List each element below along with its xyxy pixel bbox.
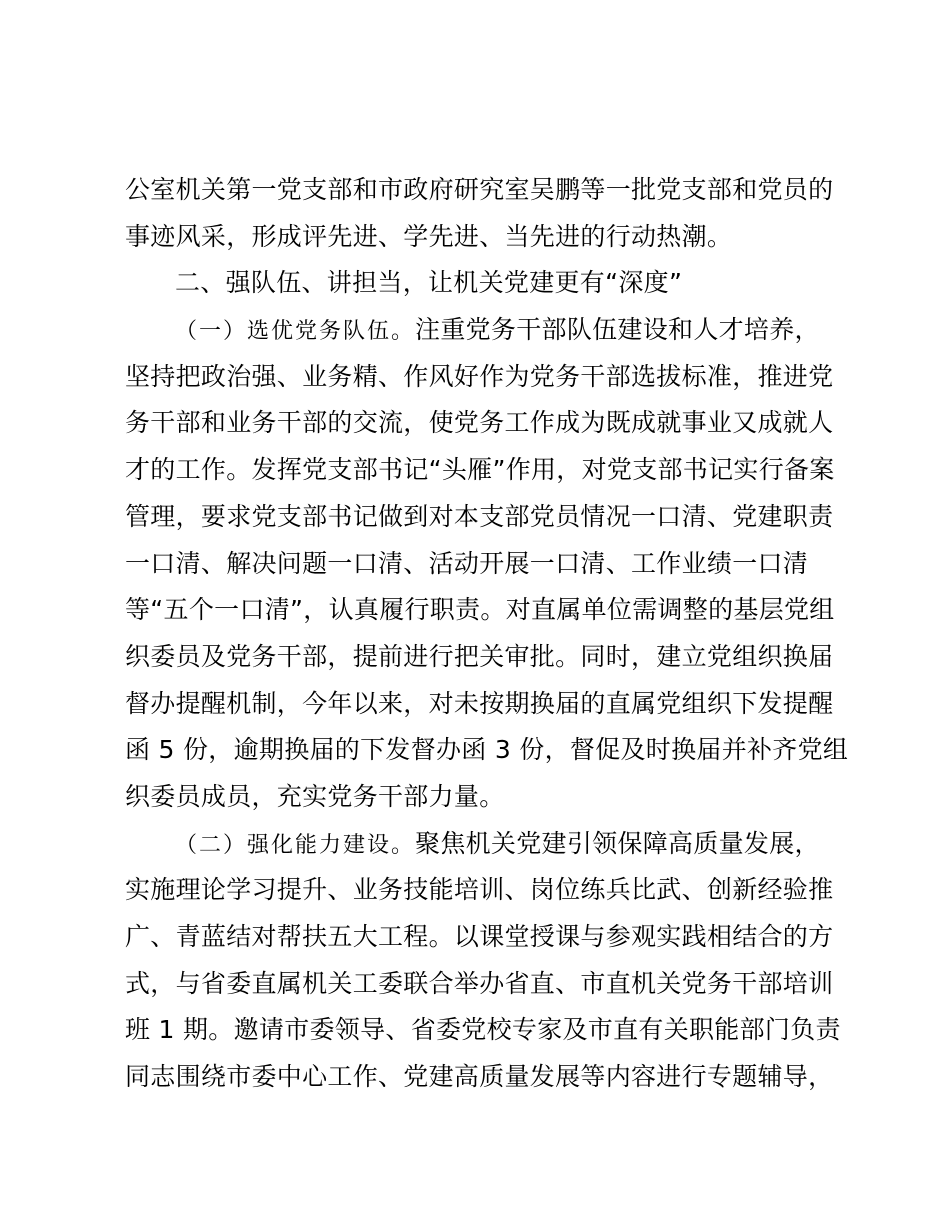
paragraph-line: 函 5 份，逾期换届的下发督办函 3 份，督促及时换届并补齐党组 [125,735,849,765]
subsection-heading: （二）强化能力建设。 [175,832,416,858]
paragraph-line: 织委员成员，充实党务干部力量。 [125,781,505,811]
paragraph-line: 管理，要求党支部书记做到对本支部党员情况一口清、党建职责 [125,501,834,531]
paragraph-line: 事迹风采，形成评先进、学先进、当先进的行动热潮。 [125,221,733,251]
paragraph-line: 公室机关第一党支部和市政府研究室吴鹏等一批党支部和党员的 [125,175,834,204]
paragraph-line [125,821,835,868]
paragraph-line: 一口清、解决问题一口清、活动开展一口清、工作业绩一口清 [125,548,809,578]
paragraph-line: 督办提醒机制，今年以来，对未按期换届的直属党组织下发提醒 [125,688,834,718]
paragraph-text: 聚焦机关党建引领保障高质量发展， [415,828,820,858]
paragraph-line [125,307,835,354]
paragraph-line: 才的工作。发挥党支部书记“头雁”作用，对党支部书记实行备案 [125,455,835,485]
paragraph-line: 广、青蓝结对帮扶五大工程。以课堂授课与参观实践相结合的方 [125,922,834,951]
body-text [125,167,849,1101]
paragraph-line: 织委员及党务干部，提前进行把关审批。同时，建立党组织换届 [125,641,834,671]
paragraph-text: 注重党务干部队伍建设和人才培养， [415,315,820,345]
subsection-heading: （一）选优党务队伍。 [175,319,416,345]
paragraph-line: 班 1 期。邀请市委领导、省委党校专家及市直有关职能部门负责 [125,1015,841,1045]
paragraph-line: 坚持把政治强、业务精、作风好作为党务干部选拔标准，推进党 [125,361,834,391]
section-heading: 二、强队伍、讲担当，让机关党建更有“深度” [175,268,683,298]
paragraph-line: 等“五个一口清”，认真履行职责。对直属单位需调整的基层党组 [125,595,835,625]
paragraph-line: 式，与省委直属机关工委联合举办省直、市直机关党务干部培训 [125,968,834,998]
paragraph-line: 同志围绕市委中心工作、党建高质量发展等内容进行专题辅导， [125,1062,834,1092]
paragraph-line: 实施理论学习提升、业务技能培训、岗位练兵比武、创新经验推 [125,875,834,905]
paragraph-line: 务干部和业务干部的交流，使党务工作成为既成就事业又成就人 [125,408,834,438]
